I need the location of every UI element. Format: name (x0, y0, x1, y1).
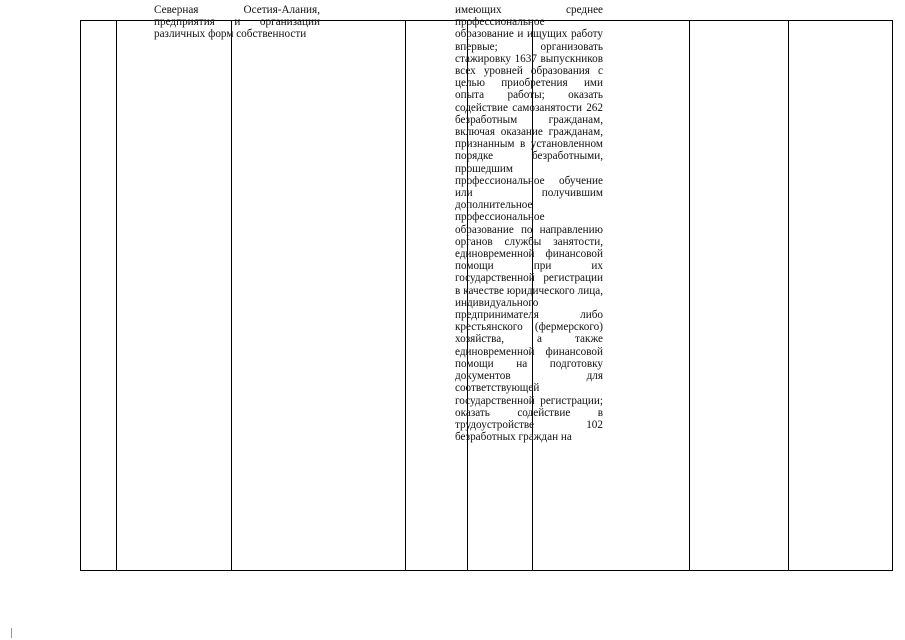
region-cell: Северная Осетия-Алания, предприятия и организации различных форм собственности (154, 4, 320, 41)
column-divider (689, 21, 690, 570)
column-divider (231, 21, 232, 570)
margin-mark (11, 628, 12, 638)
column-divider (116, 21, 117, 570)
column-divider (788, 21, 789, 570)
tasks-cell: имеющих среднее профессиональное образование и ищущих работу впервые; организовать стажировку 1637 выпускников всех уровней образования с целью приобретения ими опыта работы; оказать содействие самозанятости 262 безработным гражданам, включая оказание гражданам, признанным в установленном порядке безработными, прошедшим профессиональное обучение или получившим дополнительное профессиональное образование по направлению органов службы занятости, единовременной финансовой помощи при их государственной регистрации в качестве юридического лица, индивидуального предпринимателя либо крестьянского (фермерского) хозяйства, а также единовременной финансовой помощи на подготовку документов для соответствующей государственной регистрации; оказать содействие в трудоустройстве 102 безработных граждан на (455, 4, 603, 444)
column-divider (405, 21, 406, 570)
